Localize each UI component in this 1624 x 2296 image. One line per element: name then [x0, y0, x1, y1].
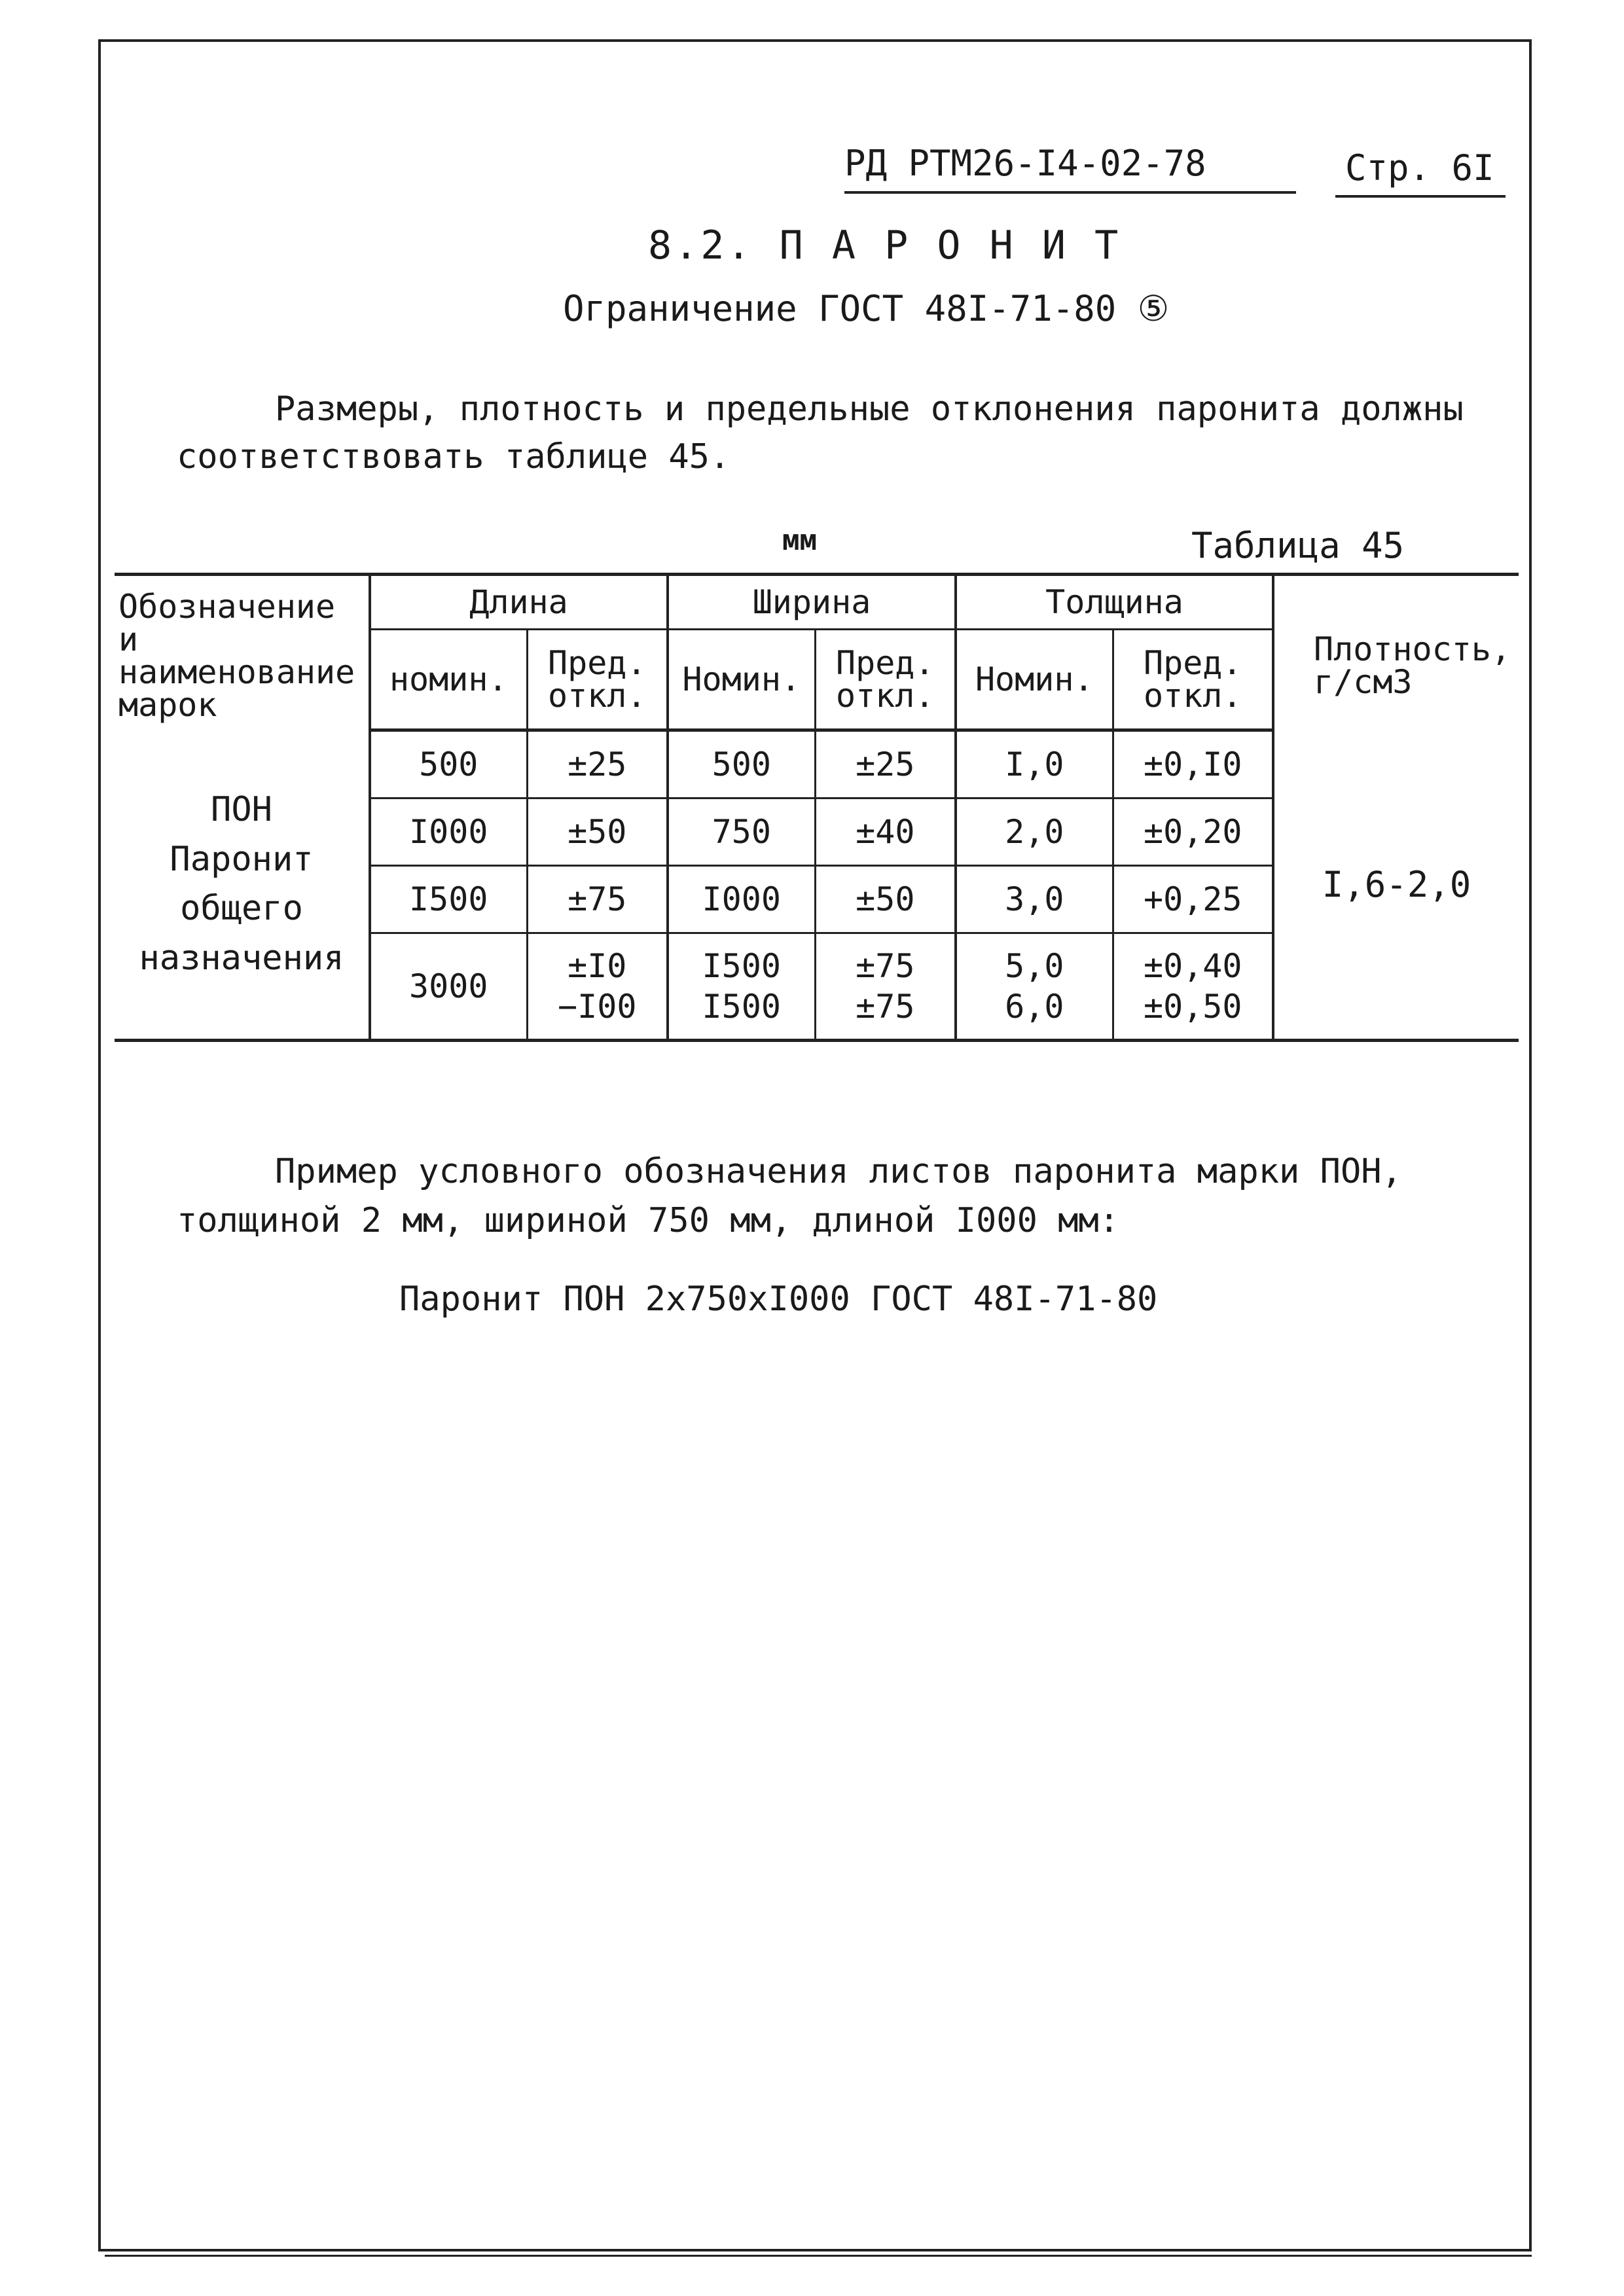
table-cell: I000 — [668, 866, 815, 933]
header-thickness-nominal: Номин. — [956, 630, 1113, 730]
cell-line: ±75 — [856, 946, 915, 985]
grade-name-2: общего — [180, 889, 303, 929]
table-cell-stacked — [956, 933, 1113, 1041]
table-cell: ±25 — [815, 730, 956, 798]
intro-line-2: соответствовать таблице 45. — [177, 437, 731, 476]
table-cell: 750 — [668, 798, 815, 866]
designation-cell — [115, 730, 370, 1041]
table-cell: ±25 — [527, 730, 668, 798]
header-width-deviation: Пред. откл. — [815, 630, 956, 730]
header-length-deviation: Пред. откл. — [527, 630, 668, 730]
cell-line: ±I0 — [568, 946, 627, 985]
table-cell: 2,0 — [956, 798, 1113, 866]
table-cell: ±75 — [527, 866, 668, 933]
section-subtitle: Ограничение ГОСТ 48I-71-80 ⑤ — [563, 288, 1170, 329]
page-number: Стр. 6I — [1345, 147, 1494, 188]
cell-line: ±0,40 — [1144, 946, 1242, 985]
example-line-1: Пример условного обозначения листов паронита марки ПОН, — [275, 1152, 1402, 1191]
cell-line: 5,0 — [1005, 946, 1064, 985]
page-number-underline — [1335, 195, 1506, 198]
table-cell-stacked — [527, 933, 668, 1041]
table-cell: ±50 — [815, 866, 956, 933]
table-cell: ±0,I0 — [1113, 730, 1273, 798]
cell-line: 6,0 — [1005, 988, 1064, 1026]
cell-line: ±75 — [856, 988, 915, 1026]
cell-line: −I00 — [558, 988, 637, 1026]
header-designation: Обозначение и наименование марок — [118, 588, 355, 725]
section-title: 8.2. П А Р О Н И Т — [648, 223, 1121, 268]
table-cell: I000 — [370, 798, 527, 866]
table-cell: 3000 — [370, 933, 527, 1041]
grade-code: ПОН — [211, 790, 272, 830]
table-cell-stacked — [815, 933, 956, 1041]
table-cell: ±0,20 — [1113, 798, 1273, 866]
table-caption: Таблица 45 — [1191, 525, 1405, 566]
table-cell: +0,25 — [1113, 866, 1273, 933]
document-code: РД РТМ26-I4-02-78 — [844, 143, 1206, 184]
table-cell: I,0 — [956, 730, 1113, 798]
table-cell-stacked — [668, 933, 815, 1041]
table-cell: I500 — [370, 866, 527, 933]
page-frame — [98, 39, 1532, 2251]
table-cell: ±50 — [527, 798, 668, 866]
page-bottom-border — [105, 2255, 1532, 2257]
table-cell: 500 — [370, 730, 527, 798]
table-cell: 500 — [668, 730, 815, 798]
grade-name-3: назначения — [139, 938, 344, 978]
header-width-nominal: Номин. — [668, 630, 815, 730]
intro-line-1: Размеры, плотность и предельные отклонения паронита должны — [275, 389, 1464, 429]
table-cell: ±40 — [815, 798, 956, 866]
header-underline — [844, 191, 1296, 194]
table-cell-stacked — [1113, 933, 1273, 1041]
header-length-nominal: номин. — [370, 630, 527, 730]
example-designation: Паронит ПОН 2х750хI000 ГОСТ 48I-71-80 — [399, 1280, 1158, 1319]
paronite-table — [115, 573, 1519, 1042]
header-length: Длина — [370, 575, 668, 630]
table-cell: 3,0 — [956, 866, 1113, 933]
cell-line: I500 — [702, 988, 781, 1026]
cell-line: ±0,50 — [1144, 988, 1242, 1026]
cell-line: I500 — [702, 946, 781, 985]
header-width: Ширина — [668, 575, 956, 630]
grade-name-1: Паронит — [170, 839, 314, 879]
example-line-2: толщиной 2 мм, шириной 750 мм, длиной I000 мм: — [177, 1201, 1120, 1240]
density-value: I,6-2,0 — [1273, 730, 1519, 1041]
header-thickness: Толщина — [956, 575, 1273, 630]
header-thickness-deviation: Пред. откл. — [1113, 630, 1273, 730]
table-units: мм — [782, 524, 817, 557]
header-density: Плотность, г/см3 — [1273, 575, 1519, 730]
